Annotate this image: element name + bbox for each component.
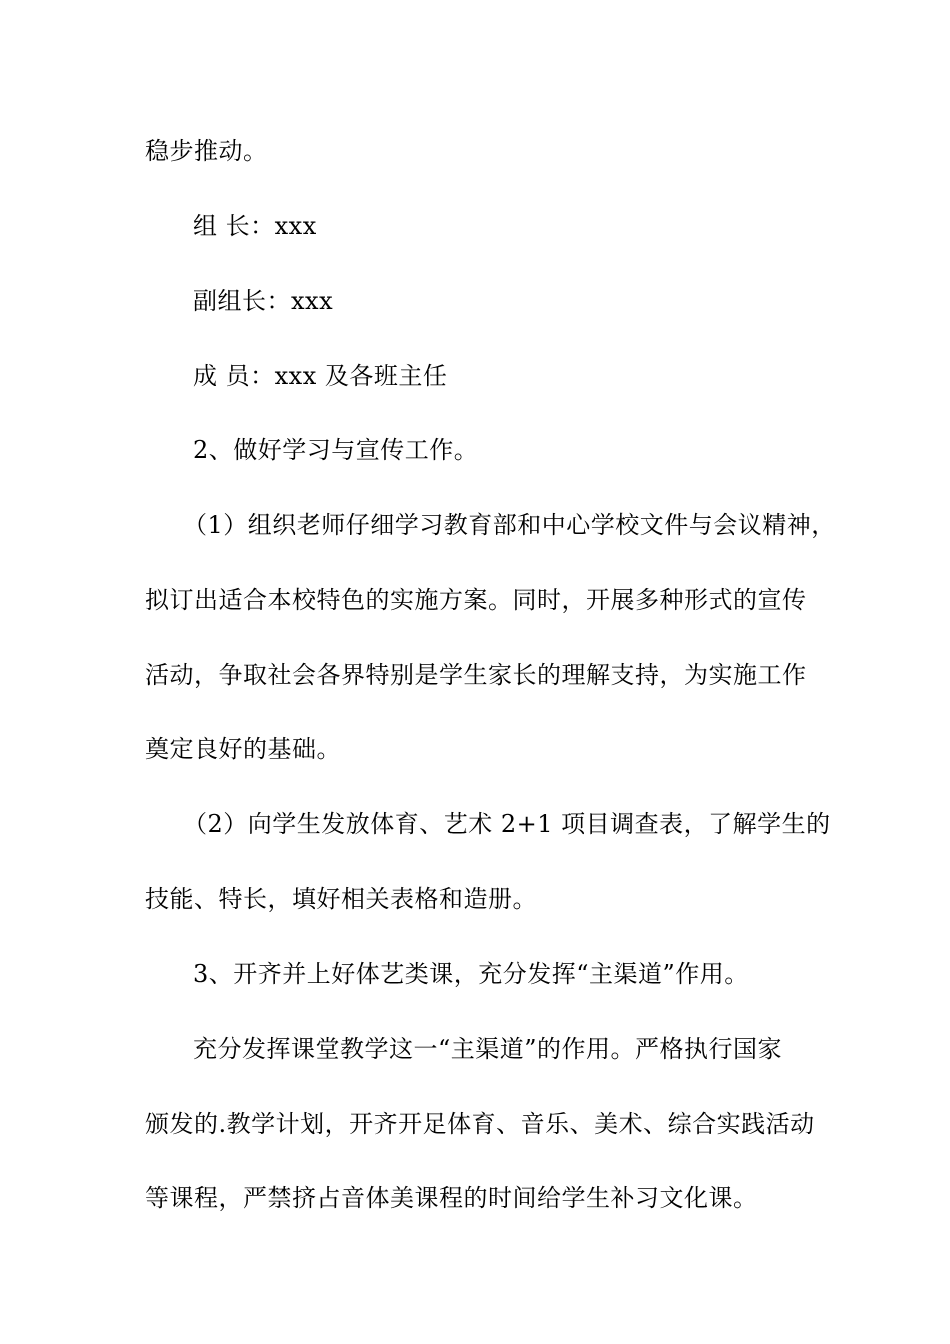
text-line: 稳步推动。 — [145, 137, 268, 165]
text-line: （1）组织老师仔细学习教育部和中心学校文件与会议精神， — [183, 511, 836, 539]
text-line: （2）向学生发放体育、艺术 2+1 项目调查表，了解学生的 — [183, 810, 831, 838]
text-line: 拟订出适合本校特色的实施方案。同时，开展多种形式的宣传 — [145, 586, 807, 614]
text-line: 充分发挥课堂教学这一“主渠道”的作用。严格执行国家 — [193, 1035, 783, 1063]
text-line: 成 员：xxx 及各班主任 — [193, 362, 448, 390]
text-line: 副组长：xxx — [193, 287, 334, 315]
text-line: 等课程，严禁挤占音体美课程的时间给学生补习文化课。 — [145, 1184, 758, 1212]
text-line: 组 长：xxx — [193, 212, 317, 240]
text-line: 活动，争取社会各界特别是学生家长的理解支持，为实施工作 — [145, 661, 807, 689]
text-line: 颁发的.教学计划，开齐开足体育、音乐、美术、综合实践活动 — [145, 1110, 815, 1138]
heading-line: 3、开齐并上好体艺类课，充分发挥“主渠道”作用。 — [193, 960, 749, 988]
text-line: 技能、特长，填好相关表格和造册。 — [145, 885, 537, 913]
text-line: 奠定良好的基础。 — [145, 735, 341, 763]
heading-line: 2、做好学习与宣传工作。 — [193, 436, 479, 464]
